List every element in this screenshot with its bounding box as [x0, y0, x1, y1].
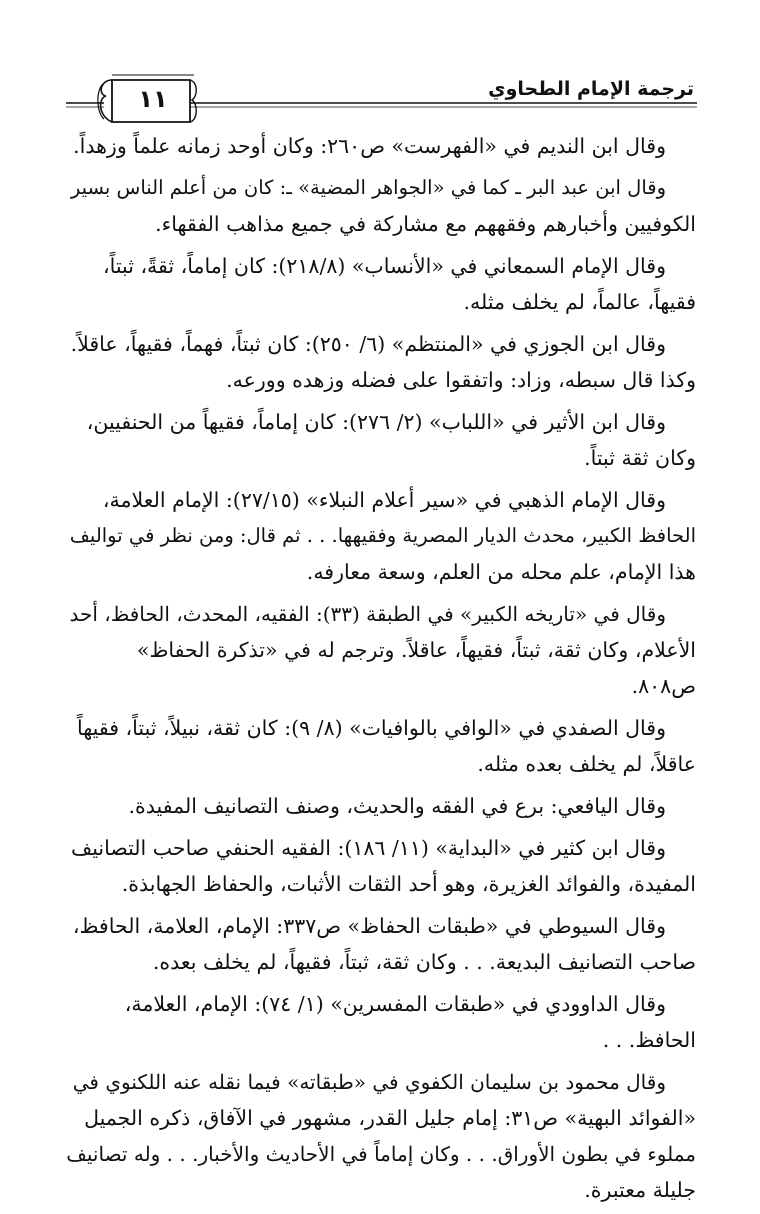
text-line: مملوء في بطون الأوراق. . . وكان إماماً في الأحاديث والأخبار. . . وله تصانيف	[66, 1142, 696, 1166]
text-line: ص٨٠٨.	[631, 674, 696, 698]
text-line: وقال الإمام السمعاني في «الأنساب» (٢١٨/٨): كان إماماً، ثقةً، ثبتاً،	[102, 254, 666, 278]
text-line: المفيدة، والفوائد الغزيرة، وهو أحد الثقات الأثبات، والحفاظ الجهابذة.	[121, 872, 696, 896]
text-line: وقال محمود بن سليمان الكفوي في «طبقاته» فيما نقله عنه اللكنوي في	[72, 1070, 666, 1094]
text-line: الحافظ. . .	[602, 1028, 696, 1052]
paragraph-yafii	[66, 788, 696, 824]
paragraph-dawudi	[66, 986, 696, 1058]
text-line: وقال في «تاريخه الكبير» في الطبقة (٣٣): الفقيه، المحدث، الحافظ، أحد	[69, 602, 666, 626]
text-line: وقال الإمام الذهبي في «سير أعلام النبلاء» (٢٧/١٥): الإمام العلامة،	[102, 488, 666, 512]
paragraph-samani	[66, 248, 696, 320]
text-line: وقال ابن النديم في «الفهرست» ص٢٦٠: وكان أوحد زمانه علماً وزهداً.	[73, 134, 666, 158]
running-title: ترجمة الإمام الطحاوي	[488, 78, 694, 100]
text-line: وقال ابن الأثير في «اللباب» (٢/ ٢٧٦): كان إماماً، فقيهاً من الحنفيين،	[86, 410, 666, 434]
body-text	[66, 128, 696, 1214]
paragraph-ibn-abd-al-barr	[66, 170, 696, 242]
paragraph-ibn-al-athir	[66, 404, 696, 476]
text-line: عاقلاً، لم يخلف بعده مثله.	[477, 752, 696, 776]
paragraph-ibn-kathir	[66, 830, 696, 902]
text-line: فقيهاً، عالماً، لم يخلف مثله.	[463, 290, 696, 314]
text-line: وقال الداوودي في «طبقات المفسرين» (١/ ٧٤): الإمام، العلامة،	[124, 992, 666, 1016]
text-line: الأعلام، وكان ثقة، ثبتاً، فقيهاً، عاقلاً. وترجم له في «تذكرة الحفاظ»	[136, 638, 696, 662]
paragraph-tarikh-kabir	[66, 596, 696, 704]
text-line: الكوفيين وأخبارهم وفقههم مع مشاركة في جميع مذاهب الفقهاء.	[155, 212, 696, 236]
text-line: هذا الإمام، علم محله من العلم، وسعة معارفه.	[306, 560, 696, 584]
paragraph-ibn-al-jawzi	[66, 326, 696, 398]
text-line: وقال ابن كثير في «البداية» (١١/ ١٨٦): الفقيه الحنفي صاحب التصانيف	[70, 836, 666, 860]
text-line: وقال السيوطي في «طبقات الحفاظ» ص٣٣٧: الإمام، العلامة، الحافظ،	[72, 914, 666, 938]
page-number: ١١	[138, 85, 168, 113]
text-line: صاحب التصانيف البديعة. . . وكان ثقة، ثبتاً، فقيهاً، لم يخلف بعده.	[152, 950, 696, 974]
text-line: جليلة معتبرة.	[584, 1178, 696, 1202]
text-line: وكذا قال سبطه، وزاد: واتفقوا على فضله وزهده وورعه.	[226, 368, 696, 392]
text-line: وقال اليافعي: برع في الفقه والحديث، وصنف التصانيف المفيدة.	[128, 794, 666, 818]
text-line: الحافظ الكبير، محدث الديار المصرية وفقيهها. . . ثم قال: ومن نظر في تواليف	[69, 524, 696, 547]
text-line: وكان ثقة ثبتاً.	[584, 446, 696, 470]
page-header	[0, 0, 760, 125]
paragraph-kafawi	[66, 1064, 696, 1208]
paragraph-ibn-al-nadim	[66, 128, 696, 164]
paragraph-dhahabi	[66, 482, 696, 590]
text-line: وقال ابن عبد البر ـ كما في «الجواهر المضية» ـ: كان من أعلم الناس بسير	[70, 176, 666, 199]
paragraph-safadi	[66, 710, 696, 782]
text-line: «الفوائد البهية» ص٣١: إمام جليل القدر، مشهور في الآفاق، ذكره الجميل	[84, 1106, 696, 1130]
text-line: وقال الصفدي في «الوافي بالوافيات» (٨/ ٩): كان ثقة، نبيلاً، ثبتاً، فقيهاً	[76, 716, 666, 740]
text-line: وقال ابن الجوزي في «المنتظم» (٦/ ٢٥٠): كان ثبتاً، فهماً، فقيهاً، عاقلاً.	[70, 332, 666, 356]
header-ornament-frame	[0, 0, 760, 125]
paragraph-suyuti	[66, 908, 696, 980]
